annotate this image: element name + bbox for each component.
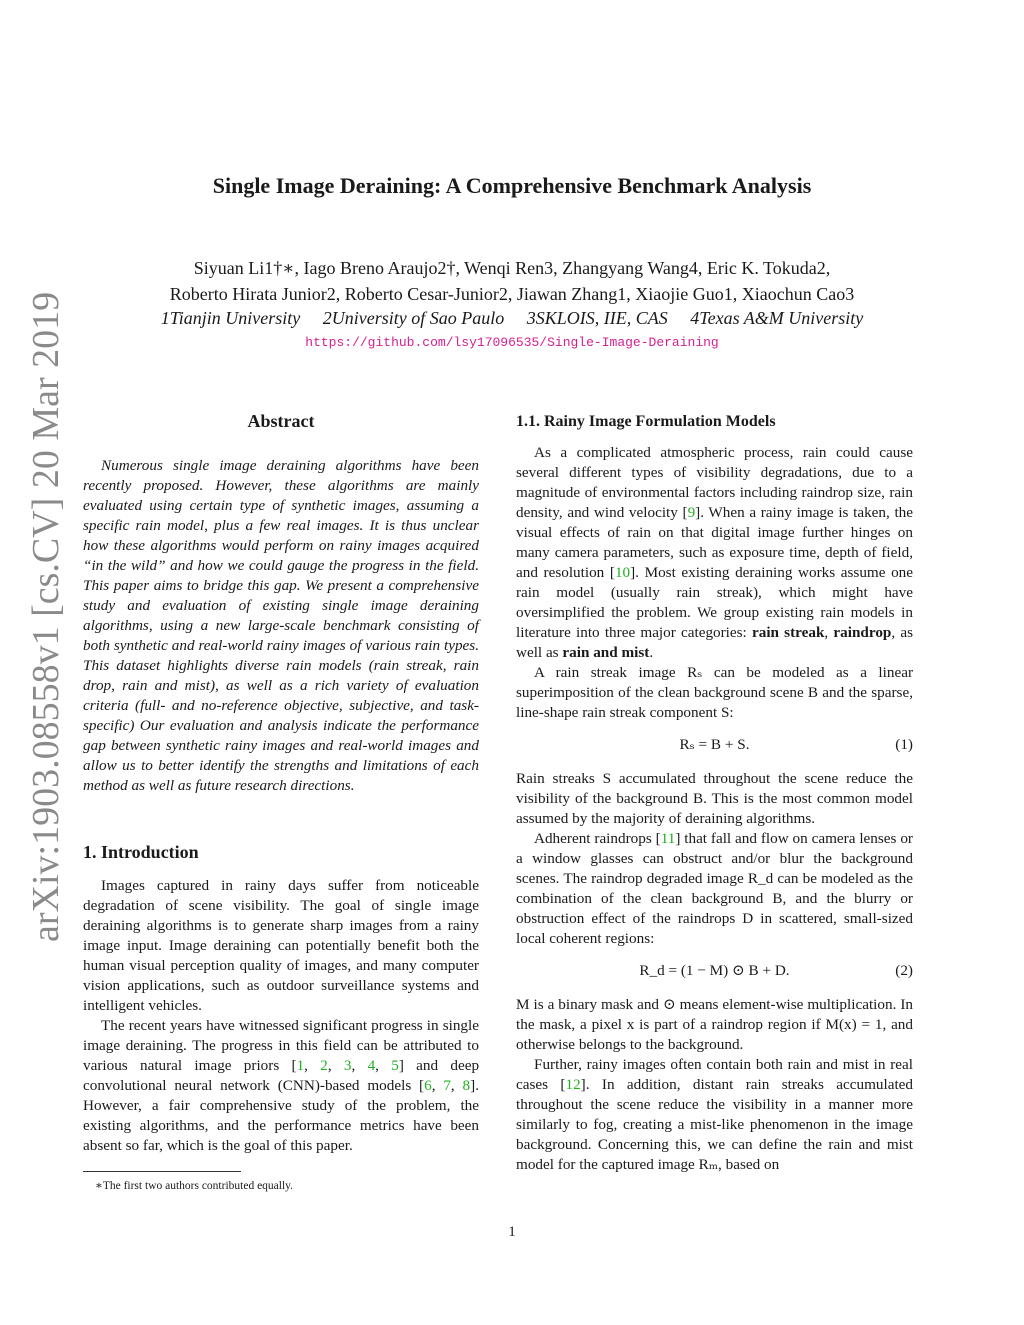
abstract-text: Numerous single image deraining algorithms have been recently proposed. However, these algorithms are mainly evaluated using certain type of synthetic images, assuming a specific rain model, plus a few real images. It is thus unclear how these algorithms would perform on rainy images acquired “in the wild” and how we could gauge the progress in the field. This paper aims to bridge this gap. We present a comprehensive study and evaluation of existing single image deraining algorithms, using a new large-scale benchmark consisting of both synthetic and real-world rainy images of various rain types. This dataset highlights diverse rain models (rain streak, rain drop, rain and mist), as well as a rich variety of evaluation criteria (full- and no-reference objective, subjective, and task-specific) Our evaluation and analysis indicate the performance gap between synthetic rainy images and real-world images and allow us to better identify the strengths and limitations of each method as well as future research directions.: [83, 457, 479, 794]
github-link[interactable]: https://github.com/lsy17096535/Single-Image-Deraining: [305, 335, 719, 350]
intro-body: [83, 876, 479, 1156]
affiliations: [0, 308, 1024, 329]
paragraph: Further, rainy images often contain both rain and mist in real cases [12]. In addition, distant rain streaks accumulated throughout the scene reduce the visibility in a manner more similarly to fog, creating a mist-like phenomenon in the image background. Concerning this, we can define the rain and mist model for the captured image Rₘ, based on: [516, 1056, 913, 1173]
citation-link[interactable]: 12: [565, 1076, 581, 1093]
equation-1: Rₛ = B + S. (1): [679, 736, 913, 753]
paragraph: As a complicated atmospheric process, rain could cause several different types of visibility degradations, due to a magnitude of environmental factors including raindrop size, rain density, and wind velocity [9]. When a rainy image is taken, the visual effects of rain on that digital image further hinges on many camera parameters, such as exposure time, depth of field, and resolution [10]. Most existing deraining works assume one rain model (usually rain streak), which might have oversimplified the problem. We group existing rain models in literature into three major categories: rain streak, raindrop, as well as rain and mist.: [516, 444, 914, 661]
authors-line-1: Siyuan Li1†∗, Iago Breno Araujo2†, Wenqi Ren3, Zhangyang Wang4, Eric K. Tokuda2,: [193, 258, 831, 278]
paragraph: M is a binary mask and ⊙ means element-wise multiplication. In the mask, a pixel x is part of a raindrop region if M(x) = 1, and otherwise belongs to the background.: [516, 996, 913, 1053]
citation-link[interactable]: 10: [614, 564, 631, 581]
affiliation: 1Tianjin University: [160, 308, 301, 328]
subsection-heading: 1.1. Rainy Image Formulation Models: [516, 413, 776, 430]
right-column-body: [516, 443, 913, 1175]
abstract-body: [83, 456, 479, 796]
citation-link[interactable]: 4: [367, 1057, 376, 1074]
citation-link[interactable]: 3: [343, 1057, 352, 1074]
affiliation: 4Texas A&M University: [690, 308, 864, 328]
paragraph: A rain streak image Rₛ can be modeled as a linear superimposition of the clean background scene B and the sparse, line-shape rain streak component S:: [516, 664, 913, 721]
paragraph: Rain streaks S accumulated throughout the scene reduce the visibility of the background B. This is the most common model assumed by the majority of deraining algorithms.: [516, 770, 913, 827]
paper-title: Single Image Deraining: A Comprehensive Benchmark Analysis: [212, 173, 812, 198]
intro-paragraph-2: The recent years have witnessed significant progress in single image deraining. The progress in this field can be attributed to various natural image priors [1, 2, 3, 4, 5] and deep convolutional neural network (CNN)-based models [6, 7, 8]. However, a fair comprehensive study of the problem, the existing algorithms, and the performance metrics have been absent so far, which is the goal of this paper.: [83, 1017, 480, 1154]
arxiv-stamp: arXiv:1903.08558v1 [cs.CV] 20 Mar 2019: [25, 291, 67, 942]
citation-link[interactable]: 8: [462, 1077, 471, 1094]
citation-link[interactable]: 5: [391, 1057, 399, 1074]
paragraph: Adherent raindrops [11] that fall and flow on camera lenses or a window glasses can obstruct and/or blur the background scenes. The raindrop degraded image R_d can be modeled as the combination of the clean background B, and the blurry or obstruction effect of the raindrops D in scattered, small-sized local coherent regions:: [516, 830, 913, 947]
footnote-rule: [83, 1171, 241, 1172]
citation-link[interactable]: 7: [443, 1077, 451, 1094]
citation-link[interactable]: 6: [424, 1077, 432, 1094]
citation-link[interactable]: 11: [660, 830, 676, 847]
affiliation: 3SKLOIS, IIE, CAS: [526, 308, 668, 328]
page-number: 1: [508, 1224, 516, 1240]
authors-line-2: Roberto Hirata Junior2, Roberto Cesar-Junior2, Jiawan Zhang1, Xiaojie Guo1, Xiaochun Cao3: [169, 284, 855, 304]
intro-heading: 1. Introduction: [83, 842, 199, 862]
abstract-heading: Abstract: [247, 411, 315, 431]
equation-2: R_d = (1 − M) ⊙ B + D. (2): [639, 962, 913, 979]
citation-link[interactable]: 9: [687, 504, 696, 521]
citation-link[interactable]: 1: [296, 1057, 305, 1074]
intro-paragraph-1: Images captured in rainy days suffer from noticeable degradation of scene visibility. The goal of single image deraining algorithms is to generate sharp images from a rainy image input. Image deraining can potentially benefit both the human visual perception quality of images, and many computer vision applications, such as outdoor surveillance systems and intelligent vehicles.: [83, 877, 479, 1014]
citation-link[interactable]: 2: [320, 1057, 328, 1074]
footnote: ∗The first two authors contributed equally.: [95, 1180, 294, 1192]
affiliation: 2University of Sao Paulo: [322, 308, 505, 328]
